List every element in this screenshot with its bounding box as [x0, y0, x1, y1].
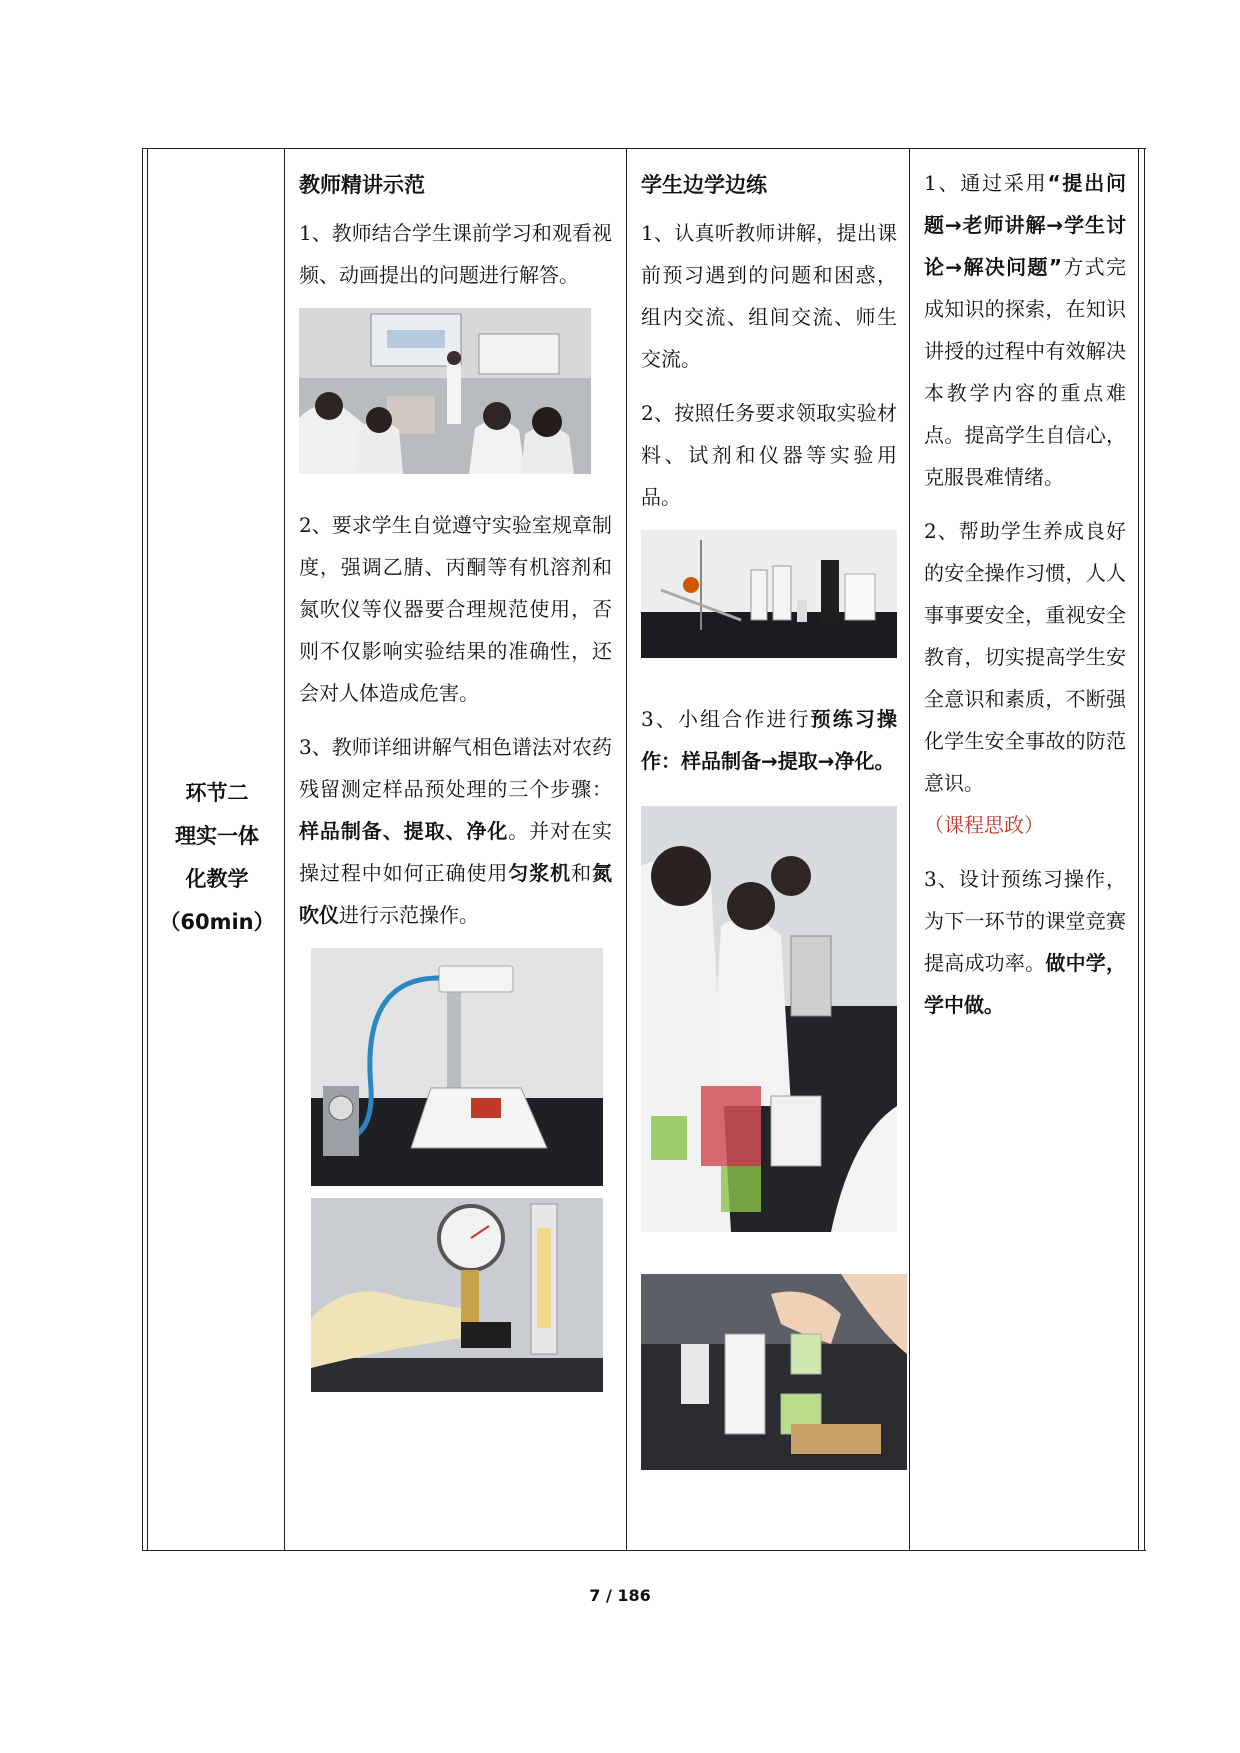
- student-heading: 学生边学边练: [641, 173, 767, 197]
- classroom-photo: [299, 308, 591, 474]
- teacher-item-3: 3、教师详细讲解气相色谱法对农药残留测定样品预处理的三个步骤：样品制备、提取、净化。并对在实操过程中如何正确使用匀浆机和氮吹仪进行示范操作。: [299, 735, 613, 927]
- goals-cell: [912, 148, 1136, 1551]
- student-cell: [629, 148, 909, 1551]
- student-item-1: 1、认真听教师讲解，提出课前预习遇到的问题和困惑，组内交流、组间交流、师生交流。: [641, 221, 897, 371]
- segment-line: 理实一体: [175, 824, 259, 848]
- teacher-cell: [287, 148, 624, 1551]
- filtration-photo: [641, 1274, 907, 1470]
- student-item-3: 3、小组合作进行预练习操作：样品制备→提取→净化。: [641, 707, 898, 773]
- goals-item-2: 2、帮助学生养成良好的安全操作习惯，人人事事要安全，重视安全教育，切实提高学生安全意识和素质，不断强化学生安全事故的防范意识。: [924, 519, 1126, 795]
- segment-duration: （60min）: [159, 910, 275, 934]
- segment-line: 化教学: [185, 867, 249, 891]
- lesson-table: [142, 148, 1146, 1551]
- segment-title: [150, 772, 284, 944]
- teacher-heading: 教师精讲示范: [299, 173, 425, 197]
- lab-supplies-photo: [641, 530, 897, 658]
- goals-item-1: 1、通过采用“提出问题→老师讲解→学生讨论→解决问题”方式完成知识的探索，在知识讲授的过程中有效解决本教学内容的重点难点。提高学生自信心，克服畏难情绪。: [924, 171, 1126, 489]
- segment-cell: [150, 148, 284, 1551]
- pressure-gauge-photo: [311, 1198, 603, 1392]
- student-item-2: 2、按照任务要求领取实验材料、试剂和仪器等实验用品。: [641, 401, 897, 509]
- students-experiment-photo: [641, 806, 897, 1232]
- page-number: 7 / 186: [589, 1586, 651, 1605]
- teacher-item-2: 2、要求学生自觉遵守实验室规章制度，强调乙腈、丙酮等有机溶剂和氮吹仪等仪器要合理规范使用，否则不仅影响实验结果的准确性，还会对人体造成危害。: [299, 513, 612, 705]
- segment-line: 环节二: [185, 781, 249, 805]
- goals-item-3: 3、设计预练习操作，为下一环节的课堂竞赛提高成功率。做中学，学中做。: [924, 867, 1127, 1017]
- nitrogen-evaporator-photo: [311, 948, 603, 1186]
- ideology-tag: （课程思政）: [924, 813, 1044, 837]
- teacher-item-1: 1、教师结合学生课前学习和观看视频、动画提出的问题进行解答。: [299, 221, 612, 287]
